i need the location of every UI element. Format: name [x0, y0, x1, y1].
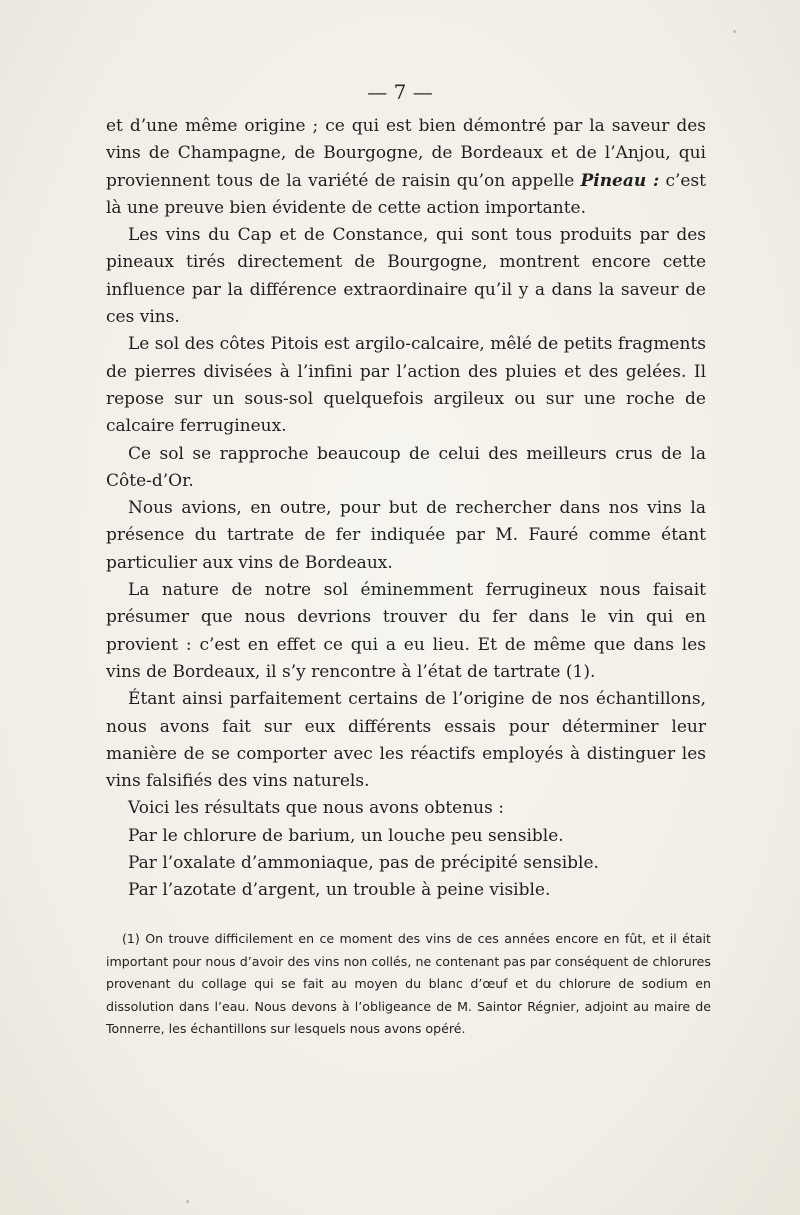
paragraph-text: et d’une même origine ; ce qui est bien démontré par la saveur des vins de Champagne, de Bourgogne, de Bordeaux et de l’Anjou, qui proviennent tous de la variété de raisin qu’on appelle [106, 116, 706, 191]
paragraph-continuation [106, 113, 706, 222]
main-text [106, 113, 706, 905]
paragraph: Étant ainsi parfaitement certains de l’origine de nos échantillons, nous avons fait sur eux différents essais pour déterminer leur manière de se comporter avec les réactifs employés à distinguer les vins falsifiés des vins naturels. [106, 689, 706, 792]
paragraph: Le sol des côtes Pitois est argilo-calcaire, mêlé de petits fragments de pierres divisées à l’infini par l’action des pluies et des gelées. Il repose sur un sous-sol quelquefois argileux ou sur une roche de calcaire ferrugineux. [106, 334, 706, 437]
result-item: Par le chlorure de barium, un louche peu sensible. [128, 825, 564, 846]
paragraph: Les vins du Cap et de Constance, qui sont tous produits par des pineaux tirés directement de Bourgogne, montrent encore cette influence par la différence extraordinaire qu’il y a dans la saveur de ces vins. [106, 225, 706, 328]
results-list [106, 823, 706, 905]
emphasized-term: Pineau : [580, 170, 660, 191]
paragraph: Voici les résultats que nous avons obtenus : [128, 798, 504, 819]
paper-speck [186, 1200, 189, 1203]
paper-speck [733, 30, 736, 33]
result-item: Par l’oxalate d’ammoniaque, pas de précipité sensible. [128, 853, 599, 874]
paragraph: La nature de notre sol éminemment ferrugineux nous faisait présumer que nous devrions trouver du fer dans le vin qui en provient : c’est en effet ce qui a eu lieu. Et de même que dans les vins de Bordeaux, il s’y rencontre à l’état de tartrate (1). [106, 580, 706, 682]
result-item: Par l’azotate d’argent, un trouble à peine visible. [128, 880, 551, 901]
page-number: — 7 — [367, 80, 433, 104]
footnote [106, 928, 711, 1041]
paragraph-text: c’est là une preuve bien évidente de cette action importante. [106, 170, 706, 218]
footnote-text: (1) On trouve difficilement en ce moment des vins de ces années encore en fût, et il était important pour nous d’avoir des vins non collés, ne contenant pas par conséquent de chlorures provenant du collage qui se fait au moyen du blanc d’œuf et du chlorure de sodium en dissolution dans l’eau. Nous devons à l’obligeance de M. Saintor Régnier, adjoint au maire de Tonnerre, les échantillons sur lesquels nous avons opéré. [106, 931, 711, 1037]
paragraph: Nous avions, en outre, pour but de rechercher dans nos vins la présence du tartrate de fer indiquée par M. Fauré comme étant particulier aux vins de Bordeaux. [106, 498, 706, 573]
paragraph: Ce sol se rapproche beaucoup de celui des meilleurs crus de la Côte-d’Or. [106, 443, 706, 491]
